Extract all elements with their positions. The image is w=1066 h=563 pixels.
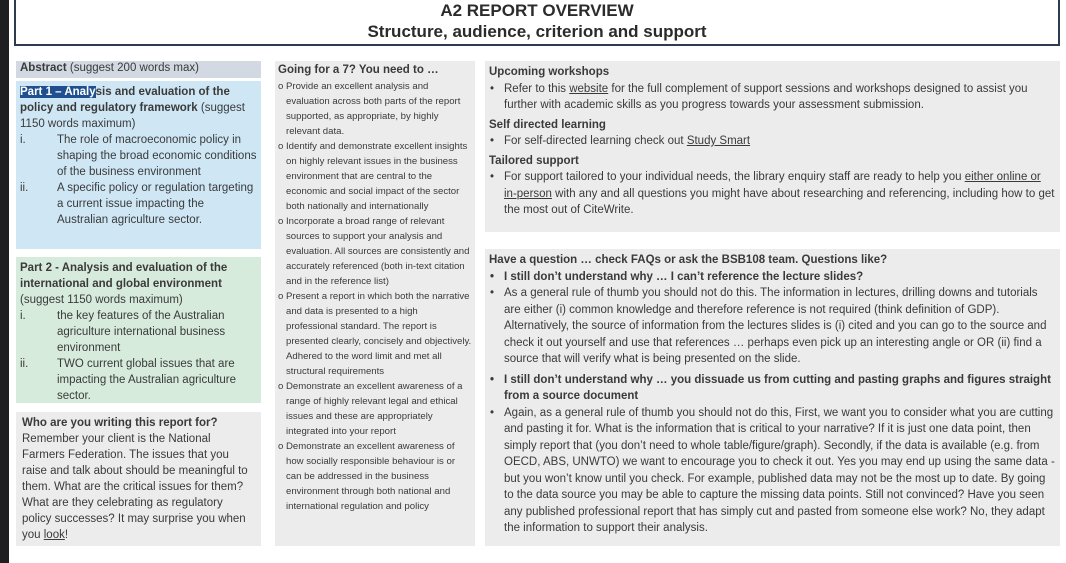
support-box bbox=[485, 61, 1060, 232]
bullet-icon: o bbox=[278, 381, 284, 392]
part1-list bbox=[20, 132, 257, 228]
part1-highlight[interactable]: Part 1 – Analy bbox=[20, 86, 96, 98]
bullet-icon: o bbox=[278, 81, 284, 92]
tailored-title: Tailored support bbox=[489, 154, 579, 167]
list-item bbox=[20, 132, 257, 180]
list-item bbox=[489, 133, 1056, 150]
list-number: i. bbox=[20, 134, 26, 146]
window-frame-edge bbox=[0, 0, 9, 563]
list-text: A specific policy or regulation targeting a current issue impacting the Australian agriculture sector. bbox=[57, 182, 254, 226]
workshops-text bbox=[504, 81, 1056, 114]
list-number: ii. bbox=[20, 182, 29, 194]
list-text: the key features of the Australian agriculture international business environment bbox=[57, 310, 226, 354]
list-item bbox=[20, 308, 257, 356]
tailored-text bbox=[504, 169, 1056, 219]
list-text: Present a report in which both the narrative and data is presented to a high professional standard. The report is presented clearly, concisely and objectively. Adhered to the word limit and met all structural requirements bbox=[286, 291, 472, 377]
website-link[interactable]: website bbox=[569, 82, 609, 95]
self-text bbox=[504, 133, 750, 150]
criteria-title: Going for a 7? You need to … bbox=[278, 64, 439, 76]
bullet-icon: • bbox=[490, 406, 495, 419]
bullet-icon: • bbox=[490, 373, 495, 386]
bullet-icon: o bbox=[278, 291, 284, 302]
list-number: i. bbox=[20, 310, 26, 322]
part2-title: Part 2 - Analysis and evaluation of the international and global environment bbox=[20, 262, 228, 290]
list-item bbox=[20, 180, 257, 228]
bullet-icon: o bbox=[278, 141, 284, 152]
question-text: I still don’t understand why … I can’t reference the lecture slides? bbox=[504, 270, 864, 283]
bullet-icon: • bbox=[490, 287, 495, 299]
list-item bbox=[278, 79, 472, 139]
page-title: A2 REPORT OVERVIEW bbox=[440, 1, 634, 20]
bullet-icon: • bbox=[490, 270, 495, 283]
look-link[interactable]: look bbox=[43, 529, 65, 541]
part1-suggest: (suggest 1150 words maximum) bbox=[20, 102, 245, 130]
text-segment: For support tailored to your individual needs, the library enquiry staff are ready to help you bbox=[504, 171, 965, 183]
online-link[interactable]: either online or in-person bbox=[504, 171, 1041, 200]
abstract-note: (suggest 200 words max) bbox=[69, 62, 199, 74]
audience-title: Who are you writing this report for? bbox=[22, 417, 218, 429]
answer-text: Again, as a general rule of thumb you should not do this, First, we want you to consider what you are cutting and pasting it for. What is the information that is critical to your narrative? If it is just one data point, then simply report that (you don’t need to whole table/figure/graph). Secondly, if the data is available (e.g. from OECD, ABS, UNWTO) we want to encourage you to check it out. Yes you may end up using the same data - but you won’t know until you check. For example, published data may not be the most up to date. By going to the data source you may be able to capture the missing data points. Still not convinced? Have you seen any published professional report that has simply cut and pasted from someone else work? No, they adapt the information to support their analysis. bbox=[504, 406, 1055, 534]
bullet-icon: o bbox=[278, 441, 284, 452]
list-text: The role of macroeconomic policy in shaping the broad economic conditions of the business environment bbox=[57, 134, 257, 178]
answer-text: As a general rule of thumb you should not do this. The information in lectures, drilling downs and tutorials are either (i) common knowledge and therefore reference is not required (think definition of GDP). Alternatively, the source of information from the lectures slides is (i) cited and you can go to the source and check it out yourself and use that references … perhaps even pick up an interesting angle or OR (ii) find a source that will verify what is being presented on the slide. bbox=[504, 287, 1047, 365]
self-title: Self directed learning bbox=[489, 118, 606, 131]
list-item bbox=[278, 214, 472, 289]
list-item bbox=[278, 139, 472, 214]
faq-question bbox=[489, 269, 1056, 286]
list-item bbox=[278, 379, 472, 439]
list-item bbox=[20, 356, 257, 404]
audience-end: ! bbox=[64, 529, 69, 541]
title-box bbox=[14, 0, 1060, 46]
faq-question bbox=[489, 372, 1056, 405]
text-segment: Refer to this bbox=[504, 82, 570, 95]
bullet-icon: • bbox=[490, 171, 495, 183]
list-text: Demonstrate an excellent awareness of a range of highly relevant legal and ethical issues and these are appropriately integrated into your report bbox=[286, 381, 463, 437]
list-text: Incorporate a broad range of relevant sources to support your analysis and evaluation. All sources are consistently and accurately referenced (both in-text citation and in the reference list) bbox=[286, 216, 470, 287]
audience-body bbox=[22, 431, 255, 543]
list-item bbox=[489, 169, 1056, 219]
abstract-bar bbox=[16, 61, 261, 78]
bullet-icon: • bbox=[490, 82, 495, 95]
faq-answer bbox=[489, 405, 1056, 537]
part1-heading bbox=[20, 84, 257, 132]
criteria-box bbox=[275, 61, 475, 546]
list-text: Provide an excellent analysis and evaluation across both parts of the report supported, as appropriate, by highly relevant data. bbox=[286, 81, 461, 137]
list-text: TWO current global issues that are impacting the Australian agriculture sector. bbox=[57, 358, 236, 402]
part1-box bbox=[16, 81, 261, 249]
bullet-icon: o bbox=[278, 216, 284, 227]
list-item bbox=[278, 439, 472, 514]
faq-box bbox=[485, 249, 1060, 546]
list-text: Demonstrate an excellent awareness of how socially responsible behaviour is or can be addressed in the business environment through both national and international regulation and policy bbox=[286, 441, 456, 512]
question-text: I still don’t understand why … you dissuade us from cutting and pasting graphs and figures straight from a source document bbox=[504, 373, 1051, 402]
part2-suggest: (suggest 1150 words maximum) bbox=[20, 294, 183, 306]
text-segment: with any and all questions you might have about researching and referencing, including how to get the most out of CiteWrite. bbox=[504, 187, 1055, 216]
faq-answer bbox=[489, 285, 1056, 368]
workshops-title: Upcoming workshops bbox=[489, 66, 610, 78]
study-smart-link[interactable]: Study Smart bbox=[686, 135, 751, 147]
audience-box bbox=[16, 412, 261, 546]
list-text: Identify and demonstrate excellent insights on highly relevant issues in the business environment that are central to the economic and social impact of the sector both nationally and internationally bbox=[286, 141, 468, 212]
page-subtitle: Structure, audience, criterion and support bbox=[367, 22, 707, 41]
faq-title: Have a question … check FAQs or ask the BSB108 team. Questions like? bbox=[489, 254, 888, 266]
audience-text: Remember your client is the National Farmers Federation. The issues that you raise and talk about should be meaningful to them. What are the critical issues for them? What are they celebrating as regulatory policy successes? It may surprise you when you bbox=[22, 433, 248, 541]
part2-list bbox=[20, 308, 257, 404]
part1-title: sis and evaluation of the policy and regulatory framework bbox=[20, 86, 230, 114]
list-item bbox=[489, 81, 1056, 114]
list-item bbox=[278, 289, 472, 379]
list-number: ii. bbox=[20, 358, 29, 370]
part2-box bbox=[16, 257, 261, 403]
bullet-icon: • bbox=[490, 135, 495, 147]
text-segment: For self-directed learning check out bbox=[504, 135, 687, 147]
text-segment: for the full complement of support sessions and workshops designed to assist you further with academic skills as you progress towards your assessment submission. bbox=[504, 82, 1028, 111]
abstract-label: Abstract bbox=[20, 62, 67, 74]
